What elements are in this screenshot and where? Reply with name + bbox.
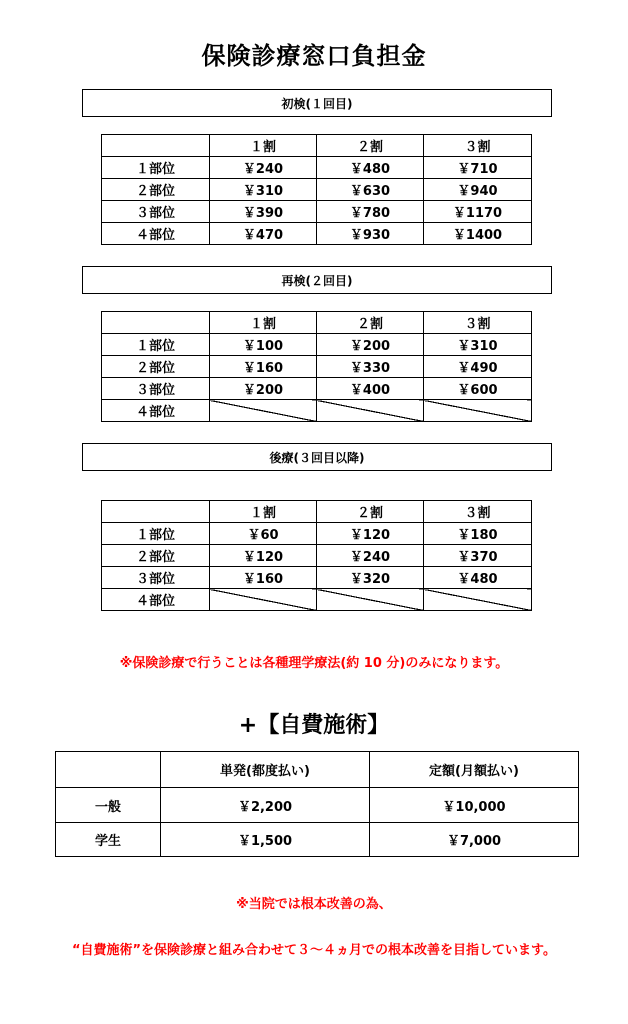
fee-cell: ￥60	[210, 523, 317, 545]
fee-cell: ￥240	[317, 545, 424, 567]
row-label: ４部位	[102, 589, 210, 611]
not-applicable-cell	[317, 589, 424, 611]
row-label: ２部位	[102, 545, 210, 567]
fee-cell: ￥120	[210, 545, 317, 567]
table-header-row	[102, 501, 532, 523]
header-cell: ３割	[424, 501, 532, 523]
fee-cell: ￥600	[424, 378, 532, 400]
header-cell: 単発(都度払い)	[161, 752, 370, 788]
fee-cell: ￥480	[424, 567, 532, 589]
fee-table-second-visit	[101, 311, 532, 422]
header-cell	[56, 752, 161, 788]
row-label: ３部位	[102, 201, 210, 223]
row-label: ４部位	[102, 400, 210, 422]
fee-cell: ￥180	[424, 523, 532, 545]
not-applicable-cell	[424, 589, 532, 611]
fee-cell: ￥100	[210, 334, 317, 356]
table-header-row	[102, 312, 532, 334]
price-cell: ￥10,000	[370, 788, 579, 823]
fee-cell: ￥780	[317, 201, 424, 223]
fee-cell: ￥1170	[424, 201, 532, 223]
not-applicable-cell	[210, 589, 317, 611]
header-cell: ３割	[424, 312, 532, 334]
section-header-first-visit: 初検(１回目)	[82, 89, 552, 117]
fee-cell: ￥330	[317, 356, 424, 378]
fee-table-follow-up	[101, 500, 532, 611]
table-row	[102, 400, 532, 422]
table-row	[102, 201, 532, 223]
fee-cell: ￥320	[317, 567, 424, 589]
header-cell: ３割	[424, 135, 532, 157]
price-cell: ￥1,500	[161, 823, 370, 857]
header-cell	[102, 135, 210, 157]
header-cell: ２割	[317, 501, 424, 523]
table-row	[102, 567, 532, 589]
header-cell: ２割	[317, 312, 424, 334]
row-label: １部位	[102, 157, 210, 179]
not-applicable-cell	[317, 400, 424, 422]
header-cell: １割	[210, 501, 317, 523]
price-cell: ￥7,000	[370, 823, 579, 857]
fee-cell: ￥1400	[424, 223, 532, 245]
fee-cell: ￥370	[424, 545, 532, 567]
fee-cell: ￥940	[424, 179, 532, 201]
table-row	[102, 545, 532, 567]
fee-cell: ￥930	[317, 223, 424, 245]
table-row	[102, 157, 532, 179]
table-row	[102, 356, 532, 378]
row-label: ３部位	[102, 378, 210, 400]
section-header-follow-up: 後療(３回目以降)	[82, 443, 552, 471]
fee-cell: ￥160	[210, 356, 317, 378]
fee-cell: ￥400	[317, 378, 424, 400]
table-header-row	[56, 752, 579, 788]
fee-cell: ￥120	[317, 523, 424, 545]
table-row	[102, 523, 532, 545]
self-pay-table	[55, 751, 579, 857]
table-row	[56, 823, 579, 857]
header-cell	[102, 312, 210, 334]
fee-cell: ￥240	[210, 157, 317, 179]
row-label: 学生	[56, 823, 161, 857]
fee-cell: ￥200	[210, 378, 317, 400]
table-header-row	[102, 135, 532, 157]
fee-cell: ￥390	[210, 201, 317, 223]
not-applicable-cell	[210, 400, 317, 422]
table-row	[102, 378, 532, 400]
fee-cell: ￥630	[317, 179, 424, 201]
table-row	[56, 788, 579, 823]
fee-cell: ￥310	[424, 334, 532, 356]
section-header-second-visit: 再検(２回目)	[82, 266, 552, 294]
header-cell: １割	[210, 312, 317, 334]
header-cell: 定額(月額払い)	[370, 752, 579, 788]
page-title: 保険診療窓口負担金	[201, 42, 427, 70]
table-row	[102, 223, 532, 245]
price-cell: ￥2,200	[161, 788, 370, 823]
row-label: 一般	[56, 788, 161, 823]
footer-note-1: ※当院では根本改善の為、	[236, 897, 392, 912]
fee-table-first-visit	[101, 134, 532, 245]
header-cell	[102, 501, 210, 523]
row-label: ２部位	[102, 356, 210, 378]
fee-cell: ￥480	[317, 157, 424, 179]
header-cell: １割	[210, 135, 317, 157]
fee-cell: ￥490	[424, 356, 532, 378]
header-cell: ２割	[317, 135, 424, 157]
fee-cell: ￥310	[210, 179, 317, 201]
self-pay-title: +【自費施術】	[238, 713, 390, 738]
row-label: ２部位	[102, 179, 210, 201]
table-row	[102, 334, 532, 356]
fee-cell: ￥470	[210, 223, 317, 245]
insurance-note: ※保険診療で行うことは各種理学療法(約 10 分)のみになります。	[119, 656, 509, 671]
row-label: ３部位	[102, 567, 210, 589]
fee-cell: ￥160	[210, 567, 317, 589]
table-row	[102, 179, 532, 201]
row-label: ４部位	[102, 223, 210, 245]
table-row	[102, 589, 532, 611]
fee-cell: ￥200	[317, 334, 424, 356]
not-applicable-cell	[424, 400, 532, 422]
row-label: １部位	[102, 523, 210, 545]
fee-cell: ￥710	[424, 157, 532, 179]
footer-note-2: “自費施術”を保険診療と組み合わせて３～４ヵ月での根本改善を目指しています。	[71, 943, 557, 958]
row-label: １部位	[102, 334, 210, 356]
